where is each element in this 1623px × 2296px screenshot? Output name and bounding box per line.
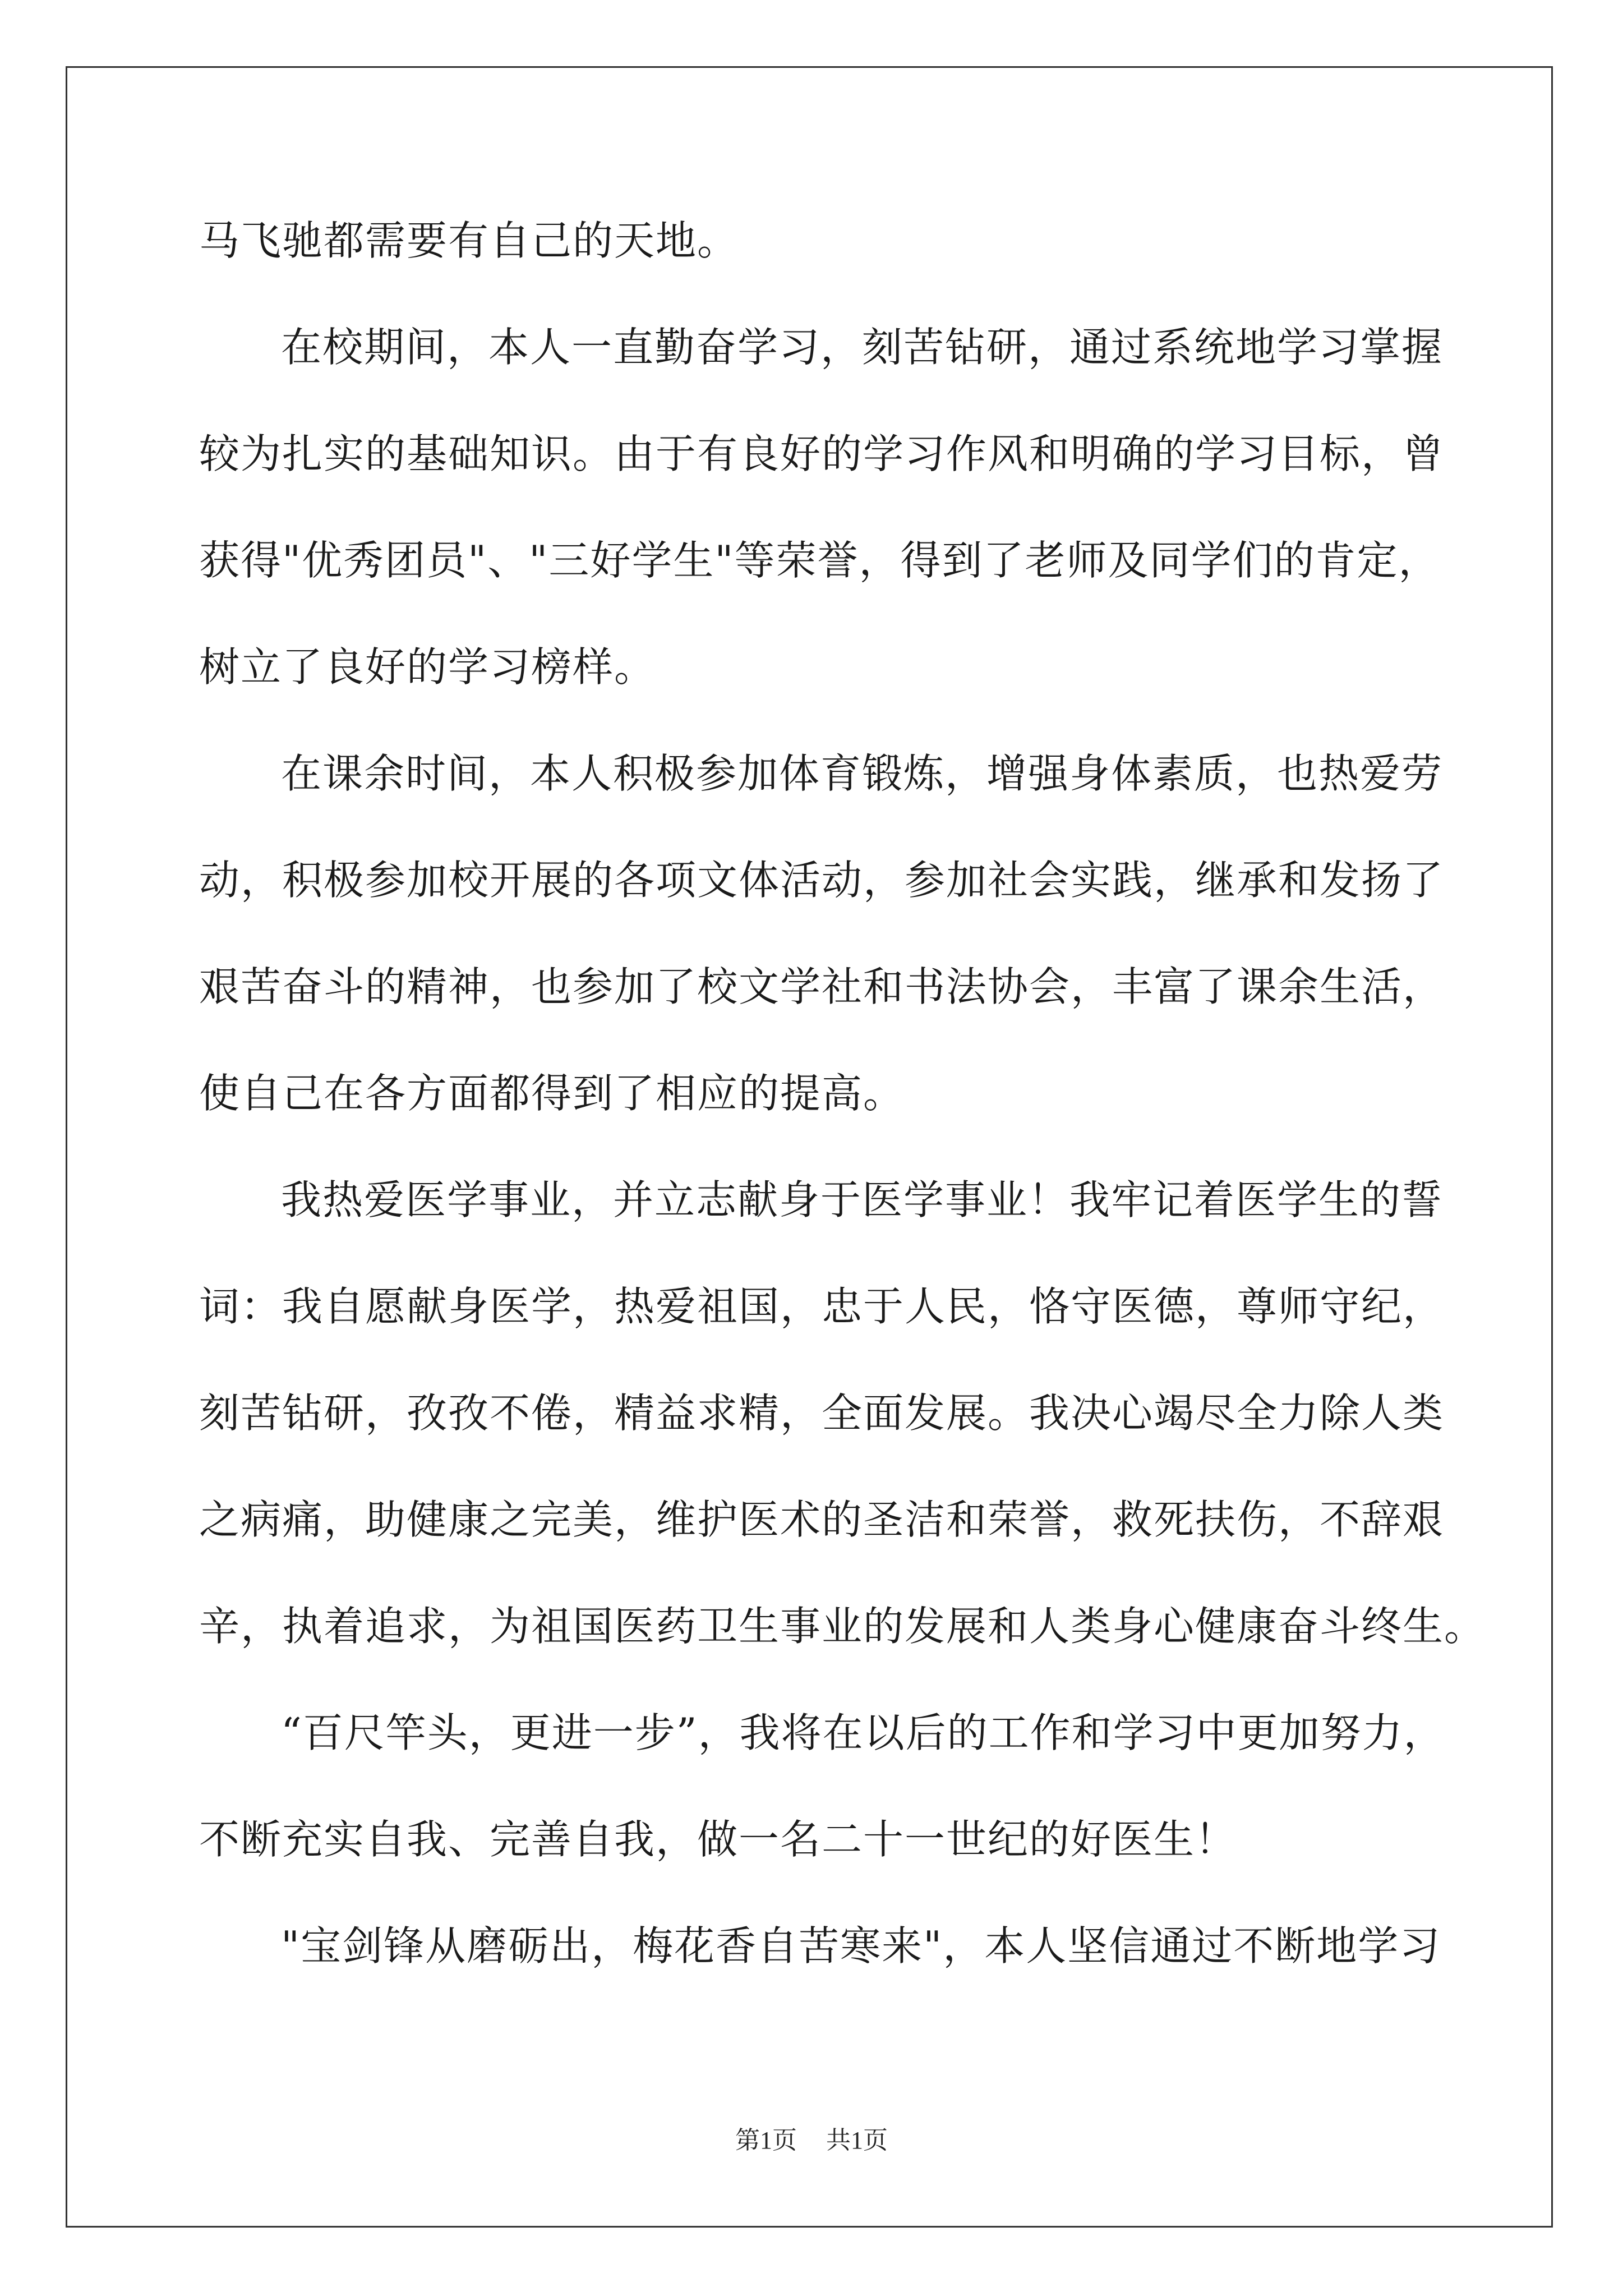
text-line-6: 在课余时间，本人积极参加体育锻炼，增强身体素质，也热爱劳 xyxy=(281,750,1444,797)
page-total: 共1页 xyxy=(826,2127,888,2154)
text-line-15: “百尺竿头，更进一步”，我将在以后的工作和学习中更加努力， xyxy=(281,1709,1445,1756)
text-line-5: 树立了良好的学习榜样。 xyxy=(199,643,656,691)
page-number: 第1页 xyxy=(735,2127,797,2154)
text-line-10: 我热爱医学事业，并立志献身于医学事业！我牢记着医学生的誓 xyxy=(281,1176,1444,1223)
text-line-12: 刻苦钻研，孜孜不倦，精益求精，全面发展。我决心竭尽全力除人类 xyxy=(199,1389,1445,1437)
text-line-1: 马飞驰都需要有自己的天地。 xyxy=(199,217,739,264)
text-line-11: 词：我自愿献身医学，热爱祖国，忠于人民，恪守医德，尊师守纪， xyxy=(199,1283,1445,1330)
page-footer xyxy=(0,2125,1623,2156)
text-line-17: "宝剑锋从磨砺出，梅花香自苦寒来"，本人坚信通过不断地学习 xyxy=(281,1922,1441,1970)
text-line-9: 使自己在各方面都得到了相应的提高。 xyxy=(199,1070,905,1117)
text-line-16: 不断充实自我、完善自我，做一名二十一世纪的好医生！ xyxy=(199,1816,1237,1863)
text-line-13: 之病痛，助健康之完美，维护医术的圣洁和荣誉，救死扶伤，不辞艰 xyxy=(199,1496,1445,1543)
text-line-4: 获得"优秀团员"、"三好学生"等荣誉，得到了老师及同学们的肯定， xyxy=(199,537,1440,584)
text-line-3: 较为扎实的基础知识。由于有良好的学习作风和明确的学习目标，曾 xyxy=(199,430,1445,477)
text-line-2: 在校期间，本人一直勤奋学习，刻苦钻研，通过系统地学习掌握 xyxy=(281,324,1444,371)
text-line-8: 艰苦奋斗的精神，也参加了校文学社和书法协会，丰富了课余生活， xyxy=(199,963,1445,1010)
text-line-14: 辛，执着追求，为祖国医药卫生事业的发展和人类身心健康奋斗终生。 xyxy=(199,1603,1486,1650)
document-body xyxy=(199,215,1486,2027)
text-line-7: 动，积极参加校开展的各项文体活动，参加社会实践，继承和发扬了 xyxy=(199,857,1445,904)
